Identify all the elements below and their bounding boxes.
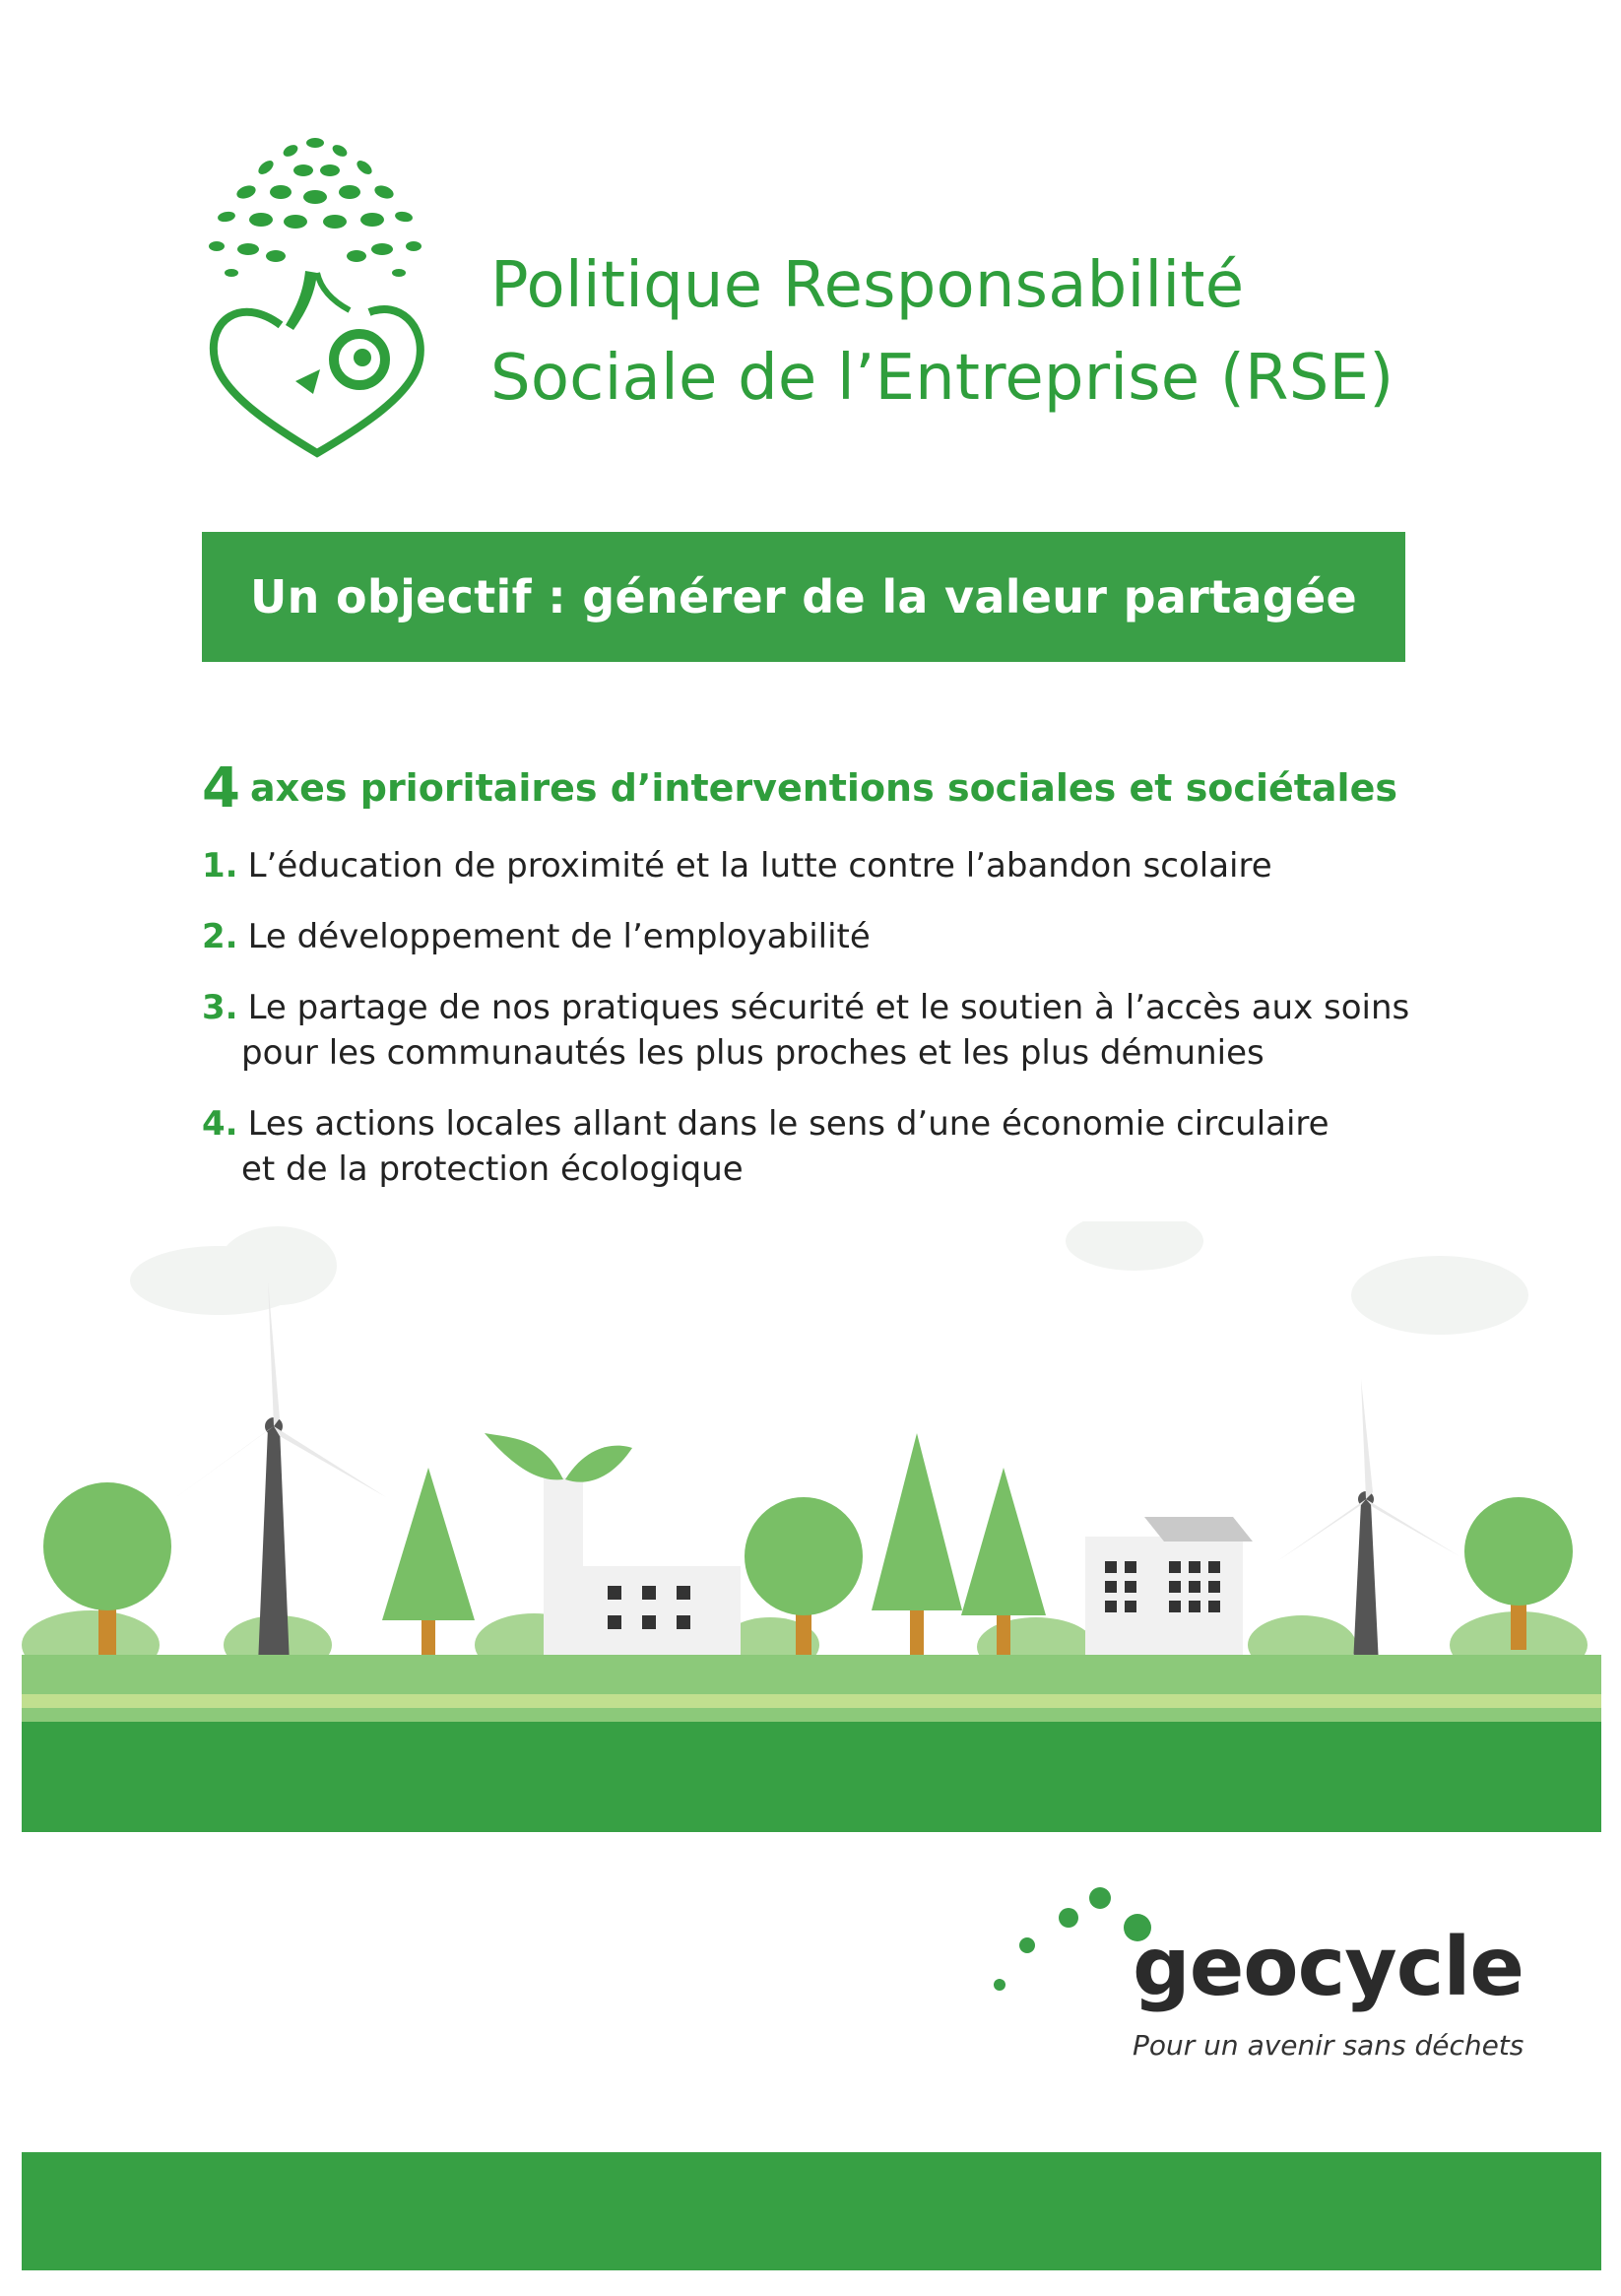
tree-icon (872, 1433, 962, 1655)
cloud-icon (130, 1221, 1528, 1335)
axis-text: Le partage de nos pratiques sécurité et le soutien à l’accès aux soins (247, 988, 1410, 1027)
axis-number: 3. (202, 988, 238, 1027)
objective-banner (202, 532, 1405, 662)
axis-item-2 (202, 914, 871, 959)
axis-item-4 (202, 1101, 1329, 1192)
axis-text: L’éducation de proximité et la lutte contre l’abandon scolaire (247, 846, 1272, 886)
axes-heading-number: 4 (202, 756, 240, 820)
axis-text: Les actions locales allant dans le sens d’une économie circulaire (247, 1104, 1329, 1144)
axis-item-1 (202, 843, 1272, 888)
axis-number: 2. (202, 917, 238, 956)
footer-bar (22, 2152, 1601, 2270)
page-title-line-2: Sociale de l’Entreprise (RSE) (490, 342, 1394, 415)
axis-item-3 (202, 985, 1409, 1076)
eco-landscape-illustration (22, 1221, 1601, 1832)
tree-icon (382, 1468, 475, 1660)
axis-number: 1. (202, 846, 238, 886)
objective-text: Un objectif : générer de la valeur partagée (249, 570, 1358, 623)
axes-heading (202, 756, 1397, 820)
axis-text: Le développement de l’employabilité (247, 917, 871, 956)
axis-text-continued: et de la protection écologique (241, 1149, 744, 1189)
axis-number: 4. (202, 1104, 238, 1144)
brand-name: geocycle (1133, 1921, 1524, 2014)
brand-tagline: Pour un avenir sans déchets (1133, 2029, 1524, 2062)
axis-text-continued: pour les communautés les plus proches et les plus démunies (241, 1033, 1264, 1073)
building-icon (1085, 1517, 1253, 1665)
axes-heading-text: axes prioritaires d’interventions sociales et sociétales (249, 766, 1397, 810)
page-title-line-1: Politique Responsabilité (490, 249, 1245, 322)
wind-turbine-icon (169, 1280, 386, 1665)
tree-heart-icon (187, 123, 443, 458)
